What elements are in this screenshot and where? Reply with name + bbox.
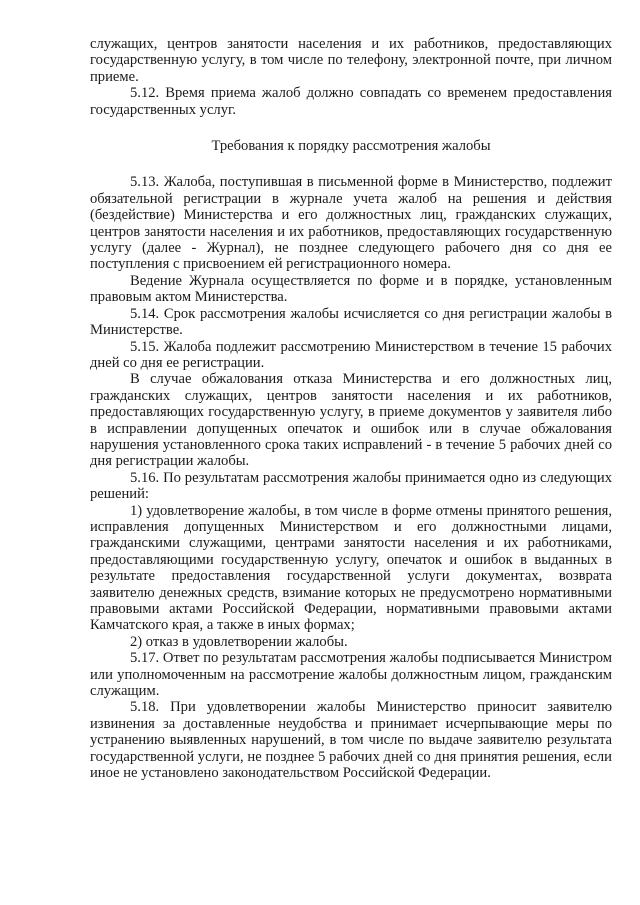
paragraph: 5.12. Время приема жалоб должно совпадать со временем предоставления государственных услуг. — [90, 85, 612, 118]
paragraph: В случае обжалования отказа Министерства и его должностных лиц, гражданских служащих, центров занятости населения и их работников, предоставляющих государственную услугу, в приеме документов у заявителя либо в исправлении допущенных опечаток и ошибок или в случае обжалования нарушения установленного срока таких исправлений - в течение 5 рабочих дней со дня регистрации жалобы. — [90, 371, 612, 470]
paragraph: 5.14. Срок рассмотрения жалобы исчисляется со дня регистрации жалобы в Министерстве. — [90, 305, 612, 339]
paragraphs-before — [90, 36, 612, 118]
paragraph: 1) удовлетворение жалобы, в том числе в форме отмены принятого решения, исправления допущенных Министерством и его должностными лицами, гражданскими служащими, центрами занятости населения и их работниками, предоставляющими государственную услугу, опечаток и ошибок в выданных в результате предоставления государственной услуги документах, возврата заявителю денежных средств, взимание которых не предусмотрено нормативными правовыми актами Российской Федерации, нормативными правовыми актами Камчатского края, а также в иных формах; — [90, 502, 612, 634]
paragraph: 5.17. Ответ по результатам рассмотрения жалобы подписывается Министром или уполномоченным на рассмотрение жалобы должностным лицом, гражданским служащим. — [90, 650, 612, 700]
section-heading: Требования к порядку рассмотрения жалобы — [211, 138, 491, 155]
paragraph: 5.16. По результатам рассмотрения жалобы принимается одно из следующих решений: — [90, 469, 612, 503]
paragraph: 5.15. Жалоба подлежит рассмотрению Министерством в течение 15 рабочих дней со дня ее регистрации. — [90, 338, 612, 371]
paragraphs-after — [90, 174, 612, 781]
paragraph: 2) отказ в удовлетворении жалобы. — [130, 633, 348, 650]
document-page — [90, 36, 612, 781]
paragraph: 5.13. Жалоба, поступившая в письменной форме в Министерство, подлежит обязательной регистрации в журнале учета жалоб на решения и действия (бездействие) Министерства и его должностных лиц, гражданских служащих, центров занятости населения и их работников, предоставляющих государственную услугу (далее - Журнал), не позднее следующего рабочего дня со дня ее поступления с присвоением ей регистрационного номера. — [90, 174, 612, 273]
paragraph: Ведение Журнала осуществляется по форме и в порядке, установленным правовым актом Министерства. — [90, 272, 612, 306]
paragraph: служащих, центров занятости населения и их работников, предоставляющих государственную услугу, в том числе по телефону, электронной почте, при личном приеме. — [90, 36, 612, 85]
paragraph: 5.18. При удовлетворении жалобы Министерство приносит заявителю извинения за доставленные неудобства и принимает исчерпывающие меры по устранению выявленных нарушений, в том числе по выдаче заявителю результата государственной услуги, не позднее 5 рабочих дней со дня принятия решения, если иное не установлено законодательством Российской Федерации. — [90, 699, 612, 782]
